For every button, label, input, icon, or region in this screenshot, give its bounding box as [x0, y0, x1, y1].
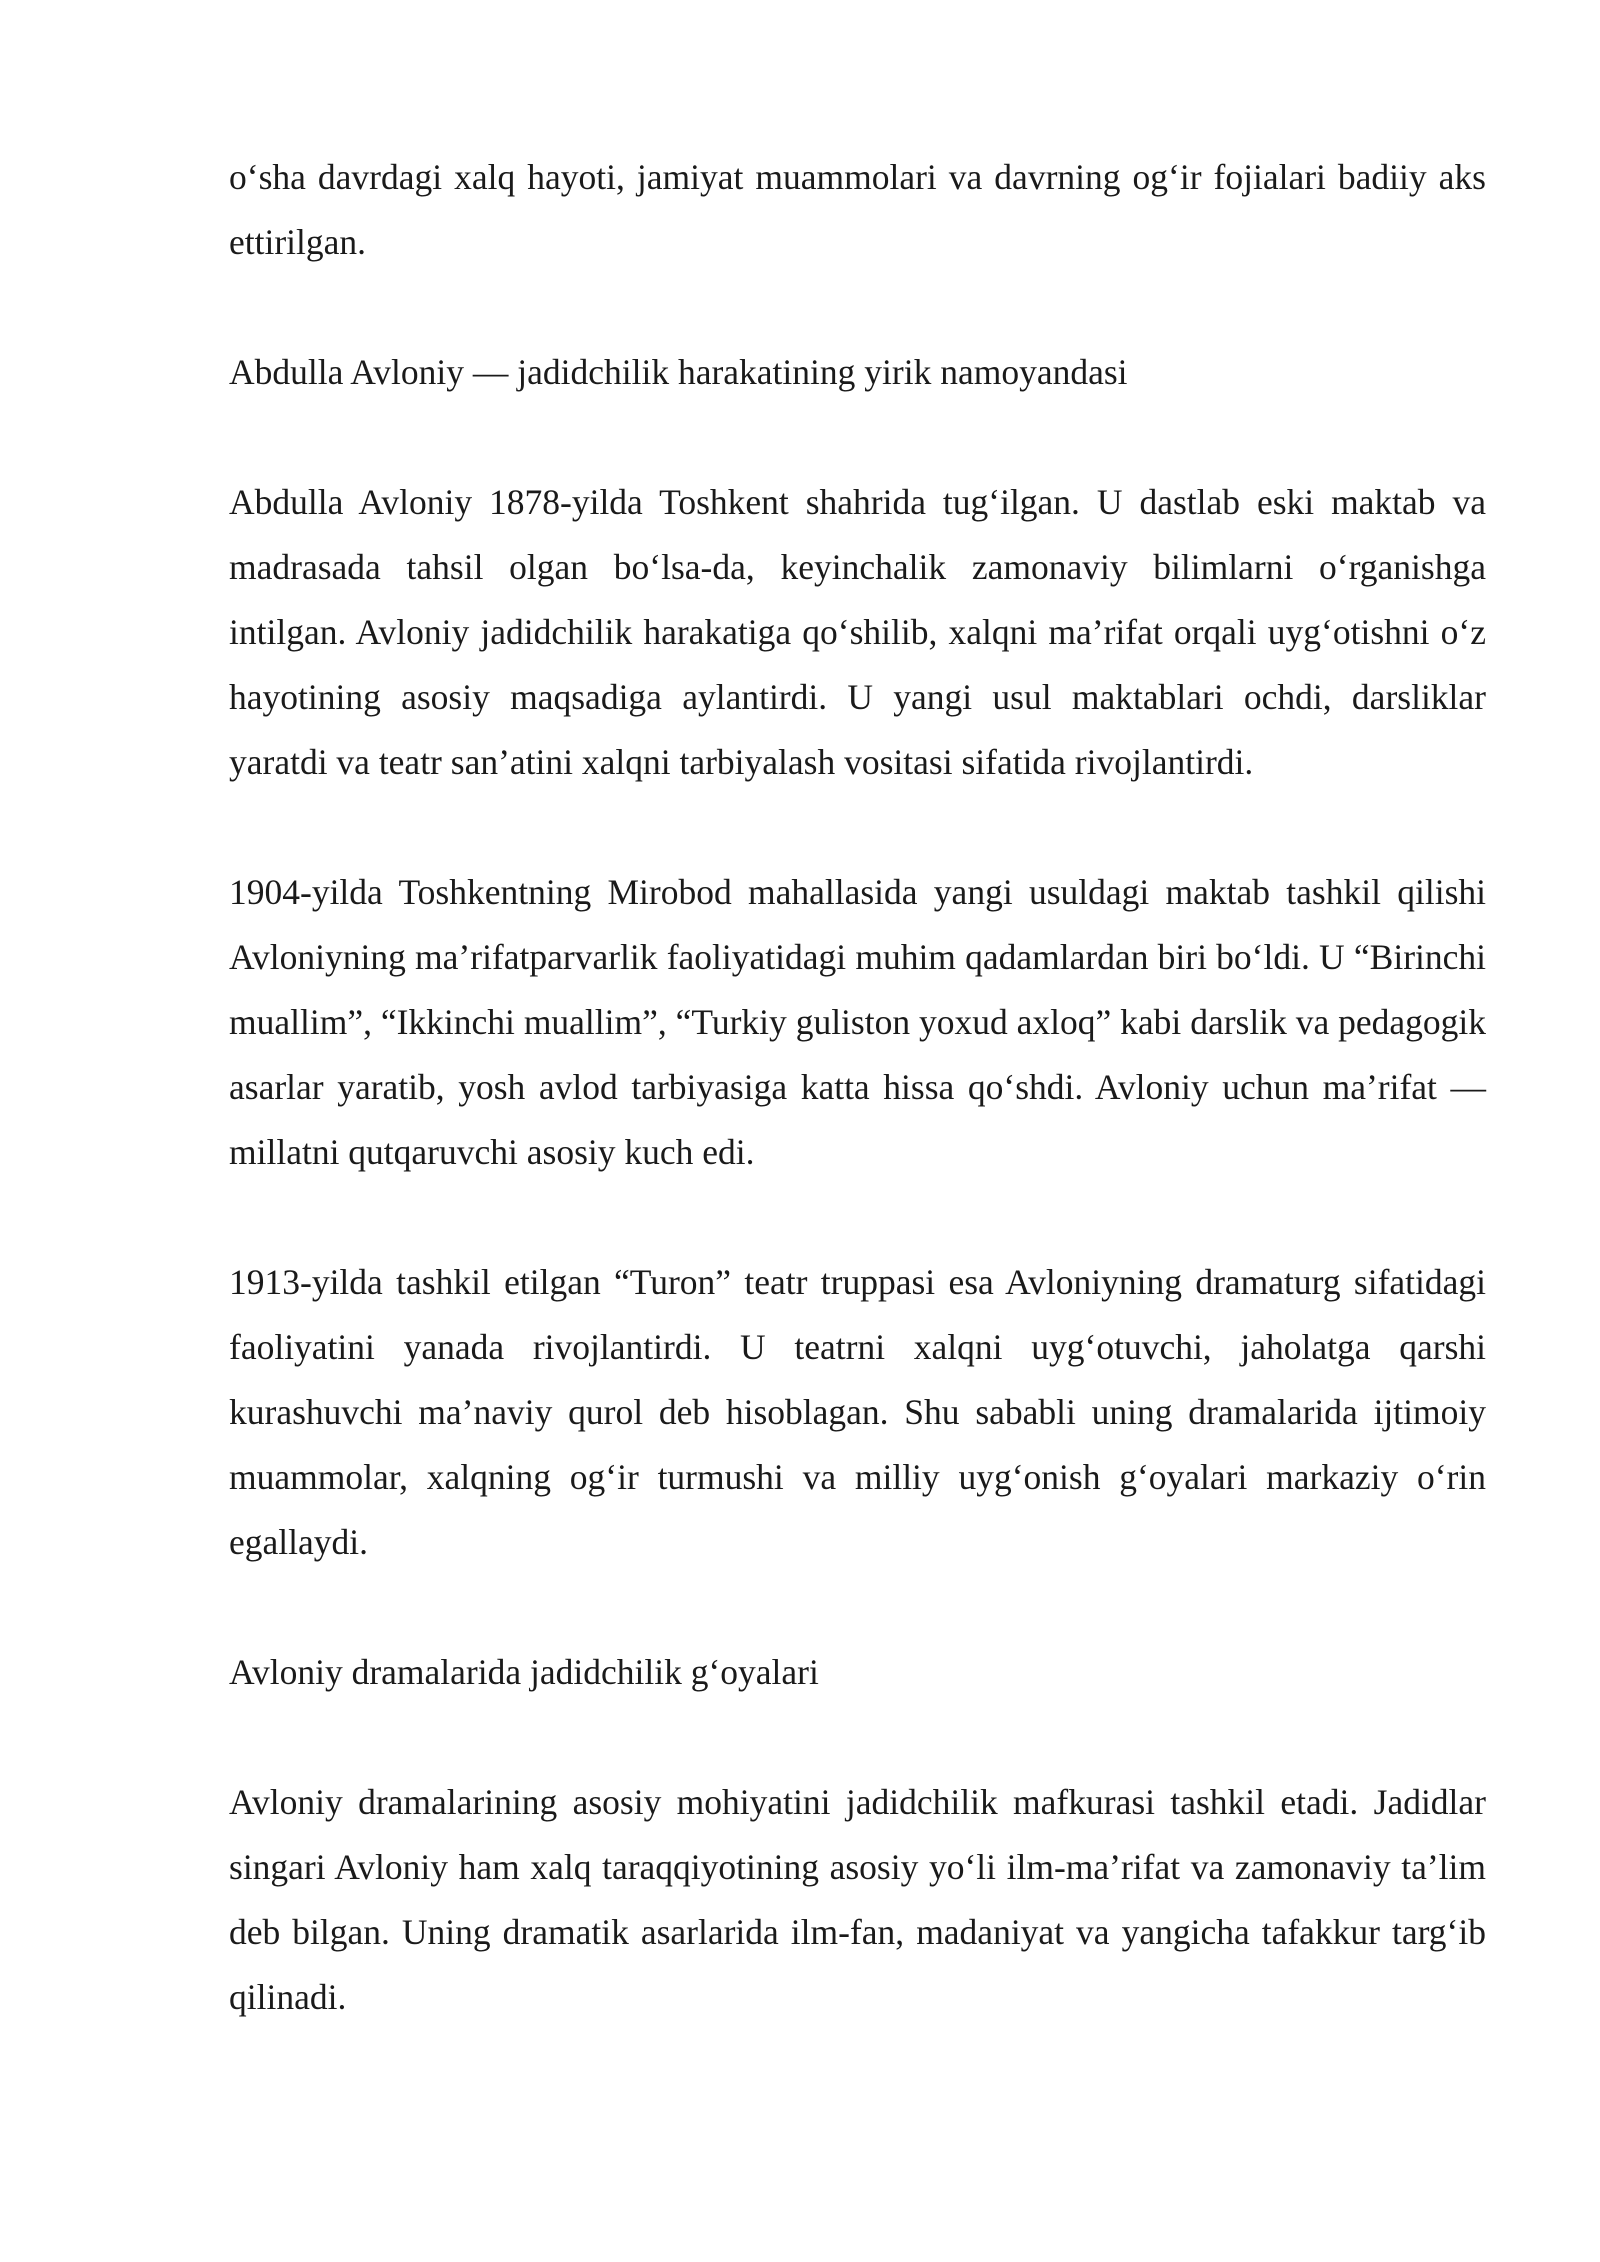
paragraph-turon-1913: 1913-yilda tashkil etilgan “Turon” teatr truppasi esa Avloniyning dramaturg sifatidagi faoliyatini yanada rivojlantirdi. U teatrni xalqni uyg‘otuvchi, jaholatga qarshi kurashuvchi ma’naviy qurol deb hisoblagan. Shu sababli uning dramalarida ijtimoiy muammolar, xalqning og‘ir turmushi va milliy uyg‘onish g‘oyalari markaziy o‘rin egallaydi.	[229, 1262, 1486, 1562]
spacer	[229, 1185, 1486, 1250]
spacer	[229, 275, 1486, 340]
spacer	[229, 795, 1486, 860]
spacer	[229, 1575, 1486, 1640]
section-heading-jadid-ideas: Avloniy dramalarida jadidchilik g‘oyalari	[229, 1652, 819, 1692]
paragraph-school-1904: 1904-yilda Toshkentning Mirobod mahallasida yangi usuldagi maktab tashkil qilishi Avloniyning ma’rifatparvarlik faoliyatidagi muhim qadamlardan biri bo‘ldi. U “Birinchi muallim”, “Ikkinchi muallim”, “Turkiy guliston yoxud axloq” kabi darslik va pedagogik asarlar yaratib, yosh avlod tarbiyasiga katta hissa qo‘shdi. Avloniy uchun ma’rifat — millatni qutqaruvchi asosiy kuch edi.	[229, 872, 1486, 1172]
paragraph-biography: Abdulla Avloniy 1878-yilda Toshkent shahrida tug‘ilgan. U dastlab eski maktab va madrasada tahsil olgan bo‘lsa-da, keyinchalik zamonaviy bilimlarni o‘rganishga intilgan. Avloniy jadidchilik harakatiga qo‘shilib, xalqni ma’rifat orqali uyg‘otishni o‘z hayotining asosiy maqsadiga aylantirdi. U yangi usul maktablari ochdi, darsliklar yaratdi va teatr san’atini xalqni tarbiyalash vositasi sifatida rivojlantirdi.	[229, 482, 1486, 782]
intro-continuation-paragraph: o‘sha davrdagi xalq hayoti, jamiyat muammolari va davrning og‘ir fojialari badiiy aks ettirilgan.	[229, 157, 1486, 262]
spacer	[229, 1705, 1486, 1770]
paragraph-drama-essence: Avloniy dramalarining asosiy mohiyatini jadidchilik mafkurasi tashkil etadi. Jadidlar singari Avloniy ham xalq taraqqiyotining asosiy yo‘li ilm-ma’rifat va zamonaviy ta’lim deb bilgan. Uning dramatik asarlarida ilm-fan, madaniyat va yangicha tafakkur targ‘ib qilinadi.	[229, 1782, 1486, 2017]
document-page	[229, 145, 1486, 2030]
section-heading-avloniy: Abdulla Avloniy — jadidchilik harakatining yirik namoyandasi	[229, 352, 1128, 392]
spacer	[229, 405, 1486, 470]
